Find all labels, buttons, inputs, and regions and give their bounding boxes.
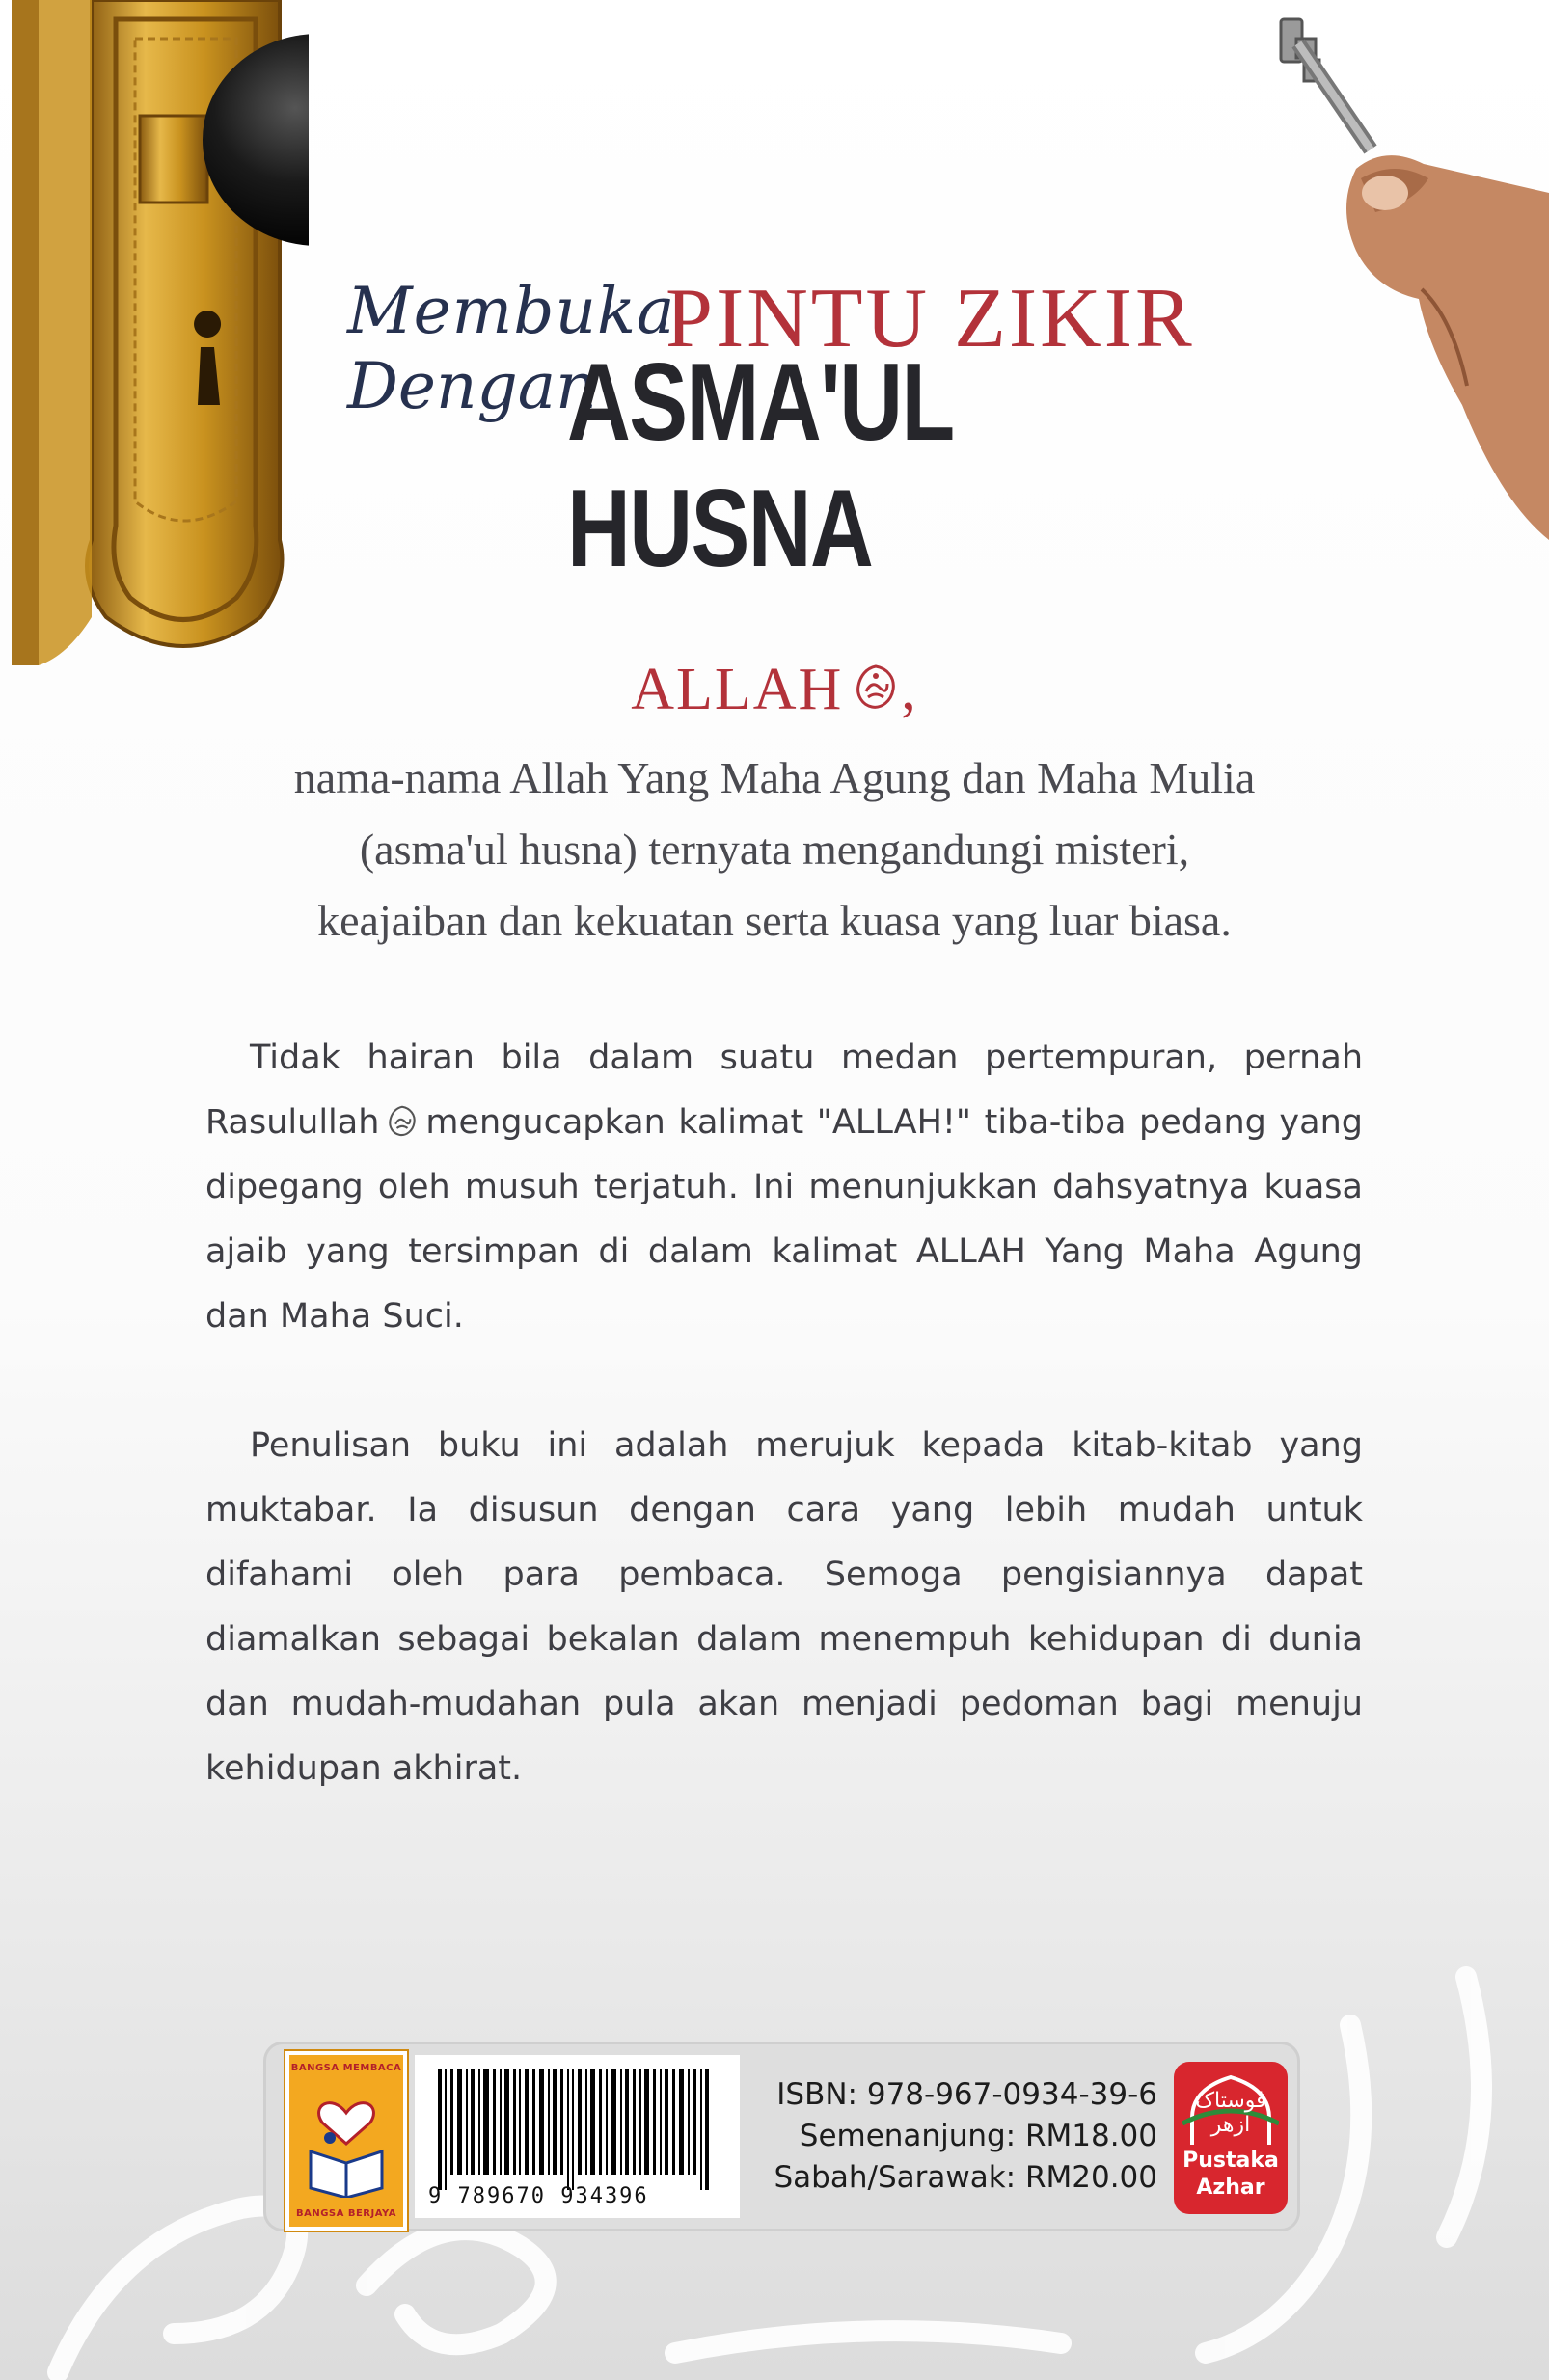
publisher-logo [1174, 2062, 1288, 2214]
book-title [347, 260, 1215, 590]
title-dengan: Dengan [347, 349, 597, 423]
body-paragraph-1 [205, 1026, 1363, 1349]
title-membuka: Membuka [347, 274, 676, 348]
barcode [415, 2055, 740, 2218]
intro-paragraph [0, 743, 1549, 957]
publisher-name-line2: Azhar [1196, 2176, 1265, 2200]
reading-campaign-badge [285, 2051, 407, 2231]
isbn-number: ISBN: 978-967-0934-39-6 [776, 2077, 1157, 2112]
publisher-name-line1: Pustaka [1182, 2149, 1279, 2173]
body-paragraph-2: Penulisan buku ini adalah merujuk kepada kitab-kitab yang muktabar. Ia disusun dengan cara yang lebih mudah untuk difahami oleh para pembaca. Semoga pengisiannya dapat diamalkan sebagai bekalan dalam menempuh kehidupan di dunia dan mudah-mudahan pula akan menjadi pedoman bagi menuju kehidupan akhirat. [205, 1426, 1363, 1788]
intro-line: (asma'ul husna) ternyata mengandungi misteri, [359, 825, 1190, 874]
body-paragraph-1-part-b: mengucapkan kalimat "ALLAH!" tiba-tiba pedang yang dipegang oleh musuh terjatuh. Ini menunjukkan dahsyatnya kuasa ajaib yang tersimpan di dalam kalimat ALLAH Yang Maha Agung dan Maha Suci. [205, 1103, 1363, 1336]
badge-bottom-text: BANGSA BERJAYA [295, 2208, 397, 2219]
barcode-digits: 9 789670 934396 [428, 2184, 649, 2208]
intro-heading [0, 656, 1549, 724]
isbn-price-block [752, 2074, 1157, 2199]
intro-heading-text: ALLAH [631, 657, 844, 722]
title-asmaul-husna: ASMA'UL HUSNA [567, 341, 952, 590]
price-semenanjung: Semenanjung: RM18.00 [799, 2119, 1157, 2153]
salutation-seal-icon [851, 663, 901, 713]
salutation-seal-icon [385, 1104, 420, 1139]
intro-line: nama-nama Allah Yang Maha Agung dan Maha Mulia [293, 753, 1256, 802]
body-paragraph-1-part-a: Tidak hairan bila dalam suatu medan pertempuran, pernah Rasulullah [205, 1039, 1363, 1142]
intro-heading-comma: , [901, 657, 918, 722]
door-knob-plate-illustration [0, 0, 309, 675]
price-sabah-sarawak: Sabah/Sarawak: RM20.00 [774, 2160, 1157, 2195]
publisher-arabic-name: ڤوستاک ازهر [1195, 2089, 1266, 2137]
hand-with-key-illustration [1260, 0, 1549, 559]
badge-top-text: BANGSA MEMBACA [290, 2063, 402, 2073]
intro-line: keajaiban dan kekuatan serta kuasa yang luar biasa. [317, 896, 1232, 945]
reading-book-icon [303, 2084, 390, 2198]
title-pintu-zikir: PINTU ZIKIR [666, 272, 1195, 365]
